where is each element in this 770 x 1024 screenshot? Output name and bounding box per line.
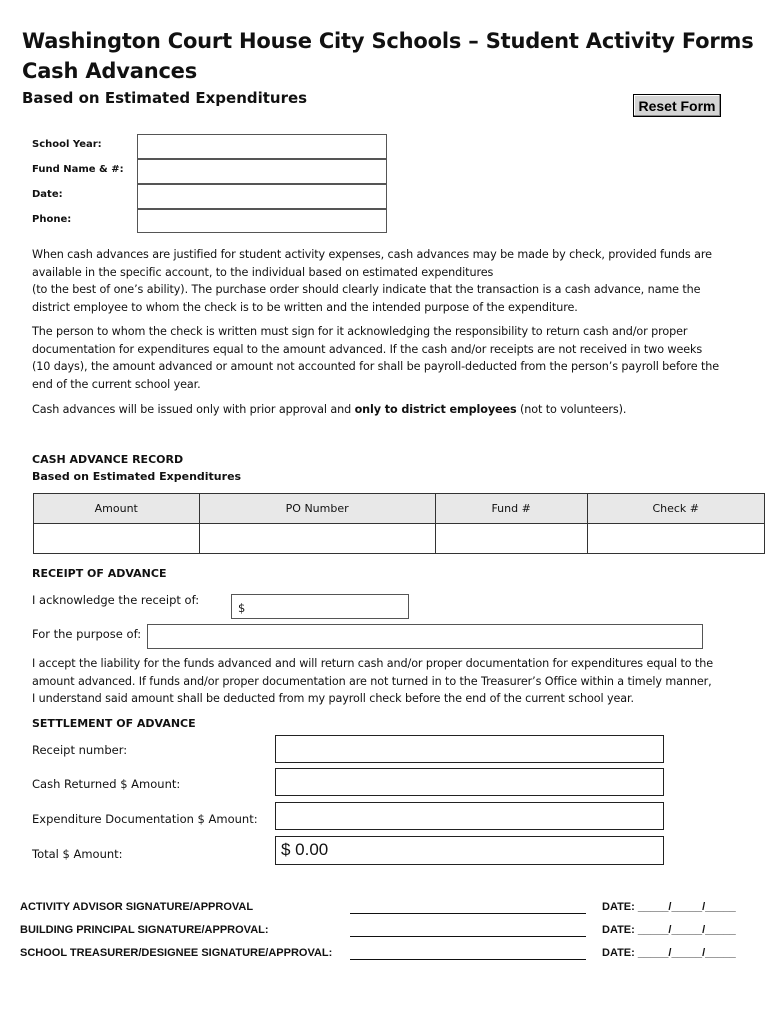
advisor-signature-label: ACTIVITY ADVISOR SIGNATURE/APPROVAL xyxy=(20,901,254,913)
cash-advance-record-table xyxy=(33,493,765,554)
title-line-1: Washington Court House City Schools – Student Activity Forms xyxy=(22,29,754,53)
expenditure-input[interactable] xyxy=(275,802,664,830)
principal-date[interactable]: DATE: _____/_____/_____ xyxy=(602,924,736,936)
intro-p3-post: (not to volunteers). xyxy=(516,403,627,416)
col-po-number: PO Number xyxy=(199,494,435,524)
advisor-date[interactable]: DATE: _____/_____/_____ xyxy=(602,901,736,913)
intro-paragraph-1 xyxy=(32,246,742,316)
purpose-label: For the purpose of: xyxy=(32,627,142,641)
cash-returned-label: Cash Returned $ Amount: xyxy=(32,777,181,791)
school-year-input[interactable] xyxy=(137,134,387,159)
table-row xyxy=(34,524,765,554)
record-subheading: Based on Estimated Expenditures xyxy=(32,470,242,483)
date-input[interactable] xyxy=(137,184,387,209)
intro-p2-line1: The person to whom the check is written must sign for it acknowledging the responsibility to return cash and/or proper xyxy=(32,325,688,338)
col-fund: Fund # xyxy=(435,494,587,524)
acknowledge-label: I acknowledge the receipt of: xyxy=(32,593,200,607)
intro-p1-line3: (to the best of one’s ability). The purchase order should clearly indicate that the transaction is a cash advance, name the xyxy=(32,283,701,296)
fund-cell[interactable] xyxy=(435,524,587,554)
treasurer-date[interactable]: DATE: _____/_____/_____ xyxy=(602,947,736,959)
treasurer-signature-line[interactable] xyxy=(350,947,586,960)
document-subtitle: Based on Estimated Expenditures xyxy=(22,89,308,107)
total-label: Total $ Amount: xyxy=(32,847,123,861)
expenditure-label: Expenditure Documentation $ Amount: xyxy=(32,812,258,826)
settlement-heading: SETTLEMENT OF ADVANCE xyxy=(32,717,196,730)
amount-cell[interactable] xyxy=(34,524,200,554)
reset-form-button[interactable]: Reset Form xyxy=(633,94,721,117)
liability-paragraph xyxy=(32,655,742,708)
liability-line2: amount advanced. If funds and/or proper documentation are not turned in to the Treasurer’s Office within a timely manner, xyxy=(32,674,712,688)
check-cell[interactable] xyxy=(587,524,765,554)
intro-p2-line3: (10 days), the amount advanced or amount not accounted for shall be payroll-deducted from the person’s payroll before the xyxy=(32,360,720,373)
receipt-number-label: Receipt number: xyxy=(32,743,128,757)
cash-returned-input[interactable] xyxy=(275,768,664,796)
fund-name-input[interactable] xyxy=(137,159,387,184)
intro-p2-line4: end of the current school year. xyxy=(32,377,201,391)
liability-line1: I accept the liability for the funds advanced and will return cash and/or proper documentation for expenditures equal to the xyxy=(32,657,713,670)
fund-name-label: Fund Name & #: xyxy=(32,164,124,175)
col-amount: Amount xyxy=(34,494,200,524)
purpose-input[interactable] xyxy=(147,624,703,649)
col-check: Check # xyxy=(587,494,765,524)
advisor-signature-line[interactable] xyxy=(350,901,586,914)
intro-p1-line2: available in the specific account, to the individual based on estimated expenditures xyxy=(32,265,494,279)
liability-line3: I understand said amount shall be deducted from my payroll check before the end of the current school year. xyxy=(32,692,634,705)
school-year-label: School Year: xyxy=(32,139,102,150)
table-header-row xyxy=(34,494,765,524)
receipt-amount-input[interactable]: $ xyxy=(231,594,409,619)
intro-p1-line1: When cash advances are justified for student activity expenses, cash advances may be made by check, provided funds are xyxy=(32,248,712,261)
intro-p3-bold: only to district employees xyxy=(354,403,517,416)
intro-p2-line2: documentation for expenditures equal to the amount advanced. If the cash and/or receipts are not received in two weeks xyxy=(32,342,703,356)
intro-p3-pre: Cash advances will be issued only with prior approval and xyxy=(32,403,355,416)
principal-signature-line[interactable] xyxy=(350,924,586,937)
document-title xyxy=(22,26,754,86)
po-number-cell[interactable] xyxy=(199,524,435,554)
intro-paragraph-3 xyxy=(32,401,742,419)
phone-input[interactable] xyxy=(137,209,387,233)
intro-p1-line4: district employee to whom the check is to be written and the intended purpose of the expenditure. xyxy=(32,300,578,314)
receipt-number-input[interactable] xyxy=(275,735,664,763)
intro-paragraph-2 xyxy=(32,323,742,393)
total-amount-field[interactable]: $ 0.00 xyxy=(275,836,664,865)
principal-signature-label: BUILDING PRINCIPAL SIGNATURE/APPROVAL: xyxy=(20,924,269,936)
title-line-2: Cash Advances xyxy=(22,59,198,83)
record-heading: CASH ADVANCE RECORD xyxy=(32,453,184,466)
receipt-heading: RECEIPT OF ADVANCE xyxy=(32,567,167,580)
treasurer-signature-label: SCHOOL TREASURER/DESIGNEE SIGNATURE/APPROVAL: xyxy=(20,947,333,959)
date-label: Date: xyxy=(32,189,63,200)
phone-label: Phone: xyxy=(32,214,72,225)
